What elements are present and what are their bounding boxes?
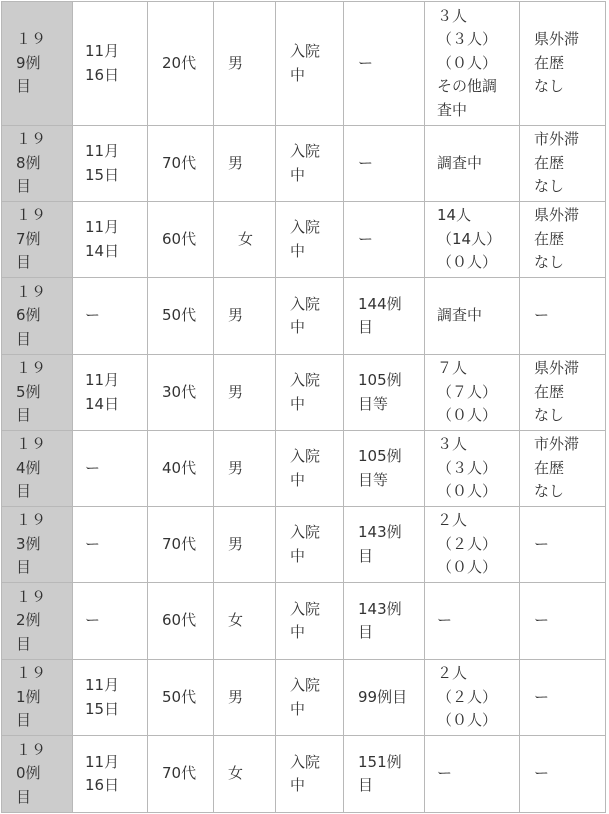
table-row [2,660,606,736]
sex-cell: 女 [214,202,276,278]
onset-date-cell: 11月 14日 [73,355,148,431]
table-row [2,431,606,507]
linked-case-cell: 105例 目等 [344,431,425,507]
table-row [2,355,606,431]
sex-cell: 女 [214,736,276,813]
onset-date-cell: 11月 15日 [73,126,148,202]
age-cell: 30代 [148,355,214,431]
sex-cell: 男 [214,431,276,507]
contacts-cell: ２人 （２人） （０人） [425,660,520,736]
table-row [2,583,606,660]
case-number-cell: １９ 3例 目 [2,507,73,583]
travel-history-cell: 県外滞 在歴 なし [520,202,606,278]
status-cell: 入院 中 [276,736,344,813]
contacts-cell: 調査中 [425,278,520,355]
table-row [2,2,606,126]
table-row [2,278,606,355]
onset-date-cell: ー [73,278,148,355]
status-cell: 入院 中 [276,355,344,431]
sex-cell: 男 [214,507,276,583]
age-cell: 70代 [148,126,214,202]
case-number-cell: １９ 1例 目 [2,660,73,736]
age-cell: 50代 [148,660,214,736]
contacts-cell: ー [425,583,520,660]
table-row [2,202,606,278]
linked-case-cell: 99例目 [344,660,425,736]
linked-case-cell: 144例 目 [344,278,425,355]
cases-table-body [2,2,606,813]
contacts-cell: 調査中 [425,126,520,202]
linked-case-cell: ー [344,126,425,202]
travel-history-cell: ー [520,507,606,583]
contacts-cell: ７人 （７人） （０人） [425,355,520,431]
case-number-cell: １９ 0例 目 [2,736,73,813]
travel-history-cell: ー [520,660,606,736]
table-row [2,736,606,813]
travel-history-cell: ー [520,583,606,660]
age-cell: 60代 [148,583,214,660]
contacts-cell: ３人 （３人） （０人） [425,431,520,507]
linked-case-cell: 143例 目 [344,507,425,583]
age-cell: 20代 [148,2,214,126]
linked-case-cell: 105例 目等 [344,355,425,431]
sex-cell: 男 [214,278,276,355]
onset-date-cell: 11月 15日 [73,660,148,736]
travel-history-cell: 県外滞 在歴 なし [520,2,606,126]
status-cell: 入院 中 [276,583,344,660]
contacts-cell: 14人 （14人） （０人） [425,202,520,278]
age-cell: 40代 [148,431,214,507]
case-number-cell: １９ 6例 目 [2,278,73,355]
age-cell: 50代 [148,278,214,355]
cases-table [1,1,606,813]
case-number-cell: １９ 4例 目 [2,431,73,507]
onset-date-cell: ー [73,507,148,583]
contacts-cell: ２人 （２人） （０人） [425,507,520,583]
onset-date-cell: 11月 14日 [73,202,148,278]
table-row [2,507,606,583]
status-cell: 入院 中 [276,431,344,507]
age-cell: 70代 [148,736,214,813]
contacts-cell: ー [425,736,520,813]
age-cell: 60代 [148,202,214,278]
case-number-cell: １９ 9例 目 [2,2,73,126]
status-cell: 入院 中 [276,126,344,202]
onset-date-cell: ー [73,583,148,660]
status-cell: 入院 中 [276,278,344,355]
onset-date-cell: 11月 16日 [73,736,148,813]
linked-case-cell: 143例 目 [344,583,425,660]
travel-history-cell: 県外滞 在歴 なし [520,355,606,431]
linked-case-cell: ー [344,202,425,278]
sex-cell: 女 [214,583,276,660]
case-number-cell: １９ 7例 目 [2,202,73,278]
status-cell: 入院 中 [276,660,344,736]
case-number-cell: １９ 5例 目 [2,355,73,431]
status-cell: 入院 中 [276,2,344,126]
sex-cell: 男 [214,355,276,431]
status-cell: 入院 中 [276,507,344,583]
linked-case-cell: ー [344,2,425,126]
travel-history-cell: 市外滞 在歴 なし [520,126,606,202]
status-cell: 入院 中 [276,202,344,278]
travel-history-cell: ー [520,736,606,813]
onset-date-cell: ー [73,431,148,507]
linked-case-cell: 151例 目 [344,736,425,813]
travel-history-cell: ー [520,278,606,355]
age-cell: 70代 [148,507,214,583]
case-number-cell: １９ 8例 目 [2,126,73,202]
onset-date-cell: 11月 16日 [73,2,148,126]
case-number-cell: １９ 2例 目 [2,583,73,660]
table-row [2,126,606,202]
sex-cell: 男 [214,660,276,736]
travel-history-cell: 市外滞 在歴 なし [520,431,606,507]
sex-cell: 男 [214,2,276,126]
contacts-cell: ３人 （３人） （０人） その他調 査中 [425,2,520,126]
sex-cell: 男 [214,126,276,202]
